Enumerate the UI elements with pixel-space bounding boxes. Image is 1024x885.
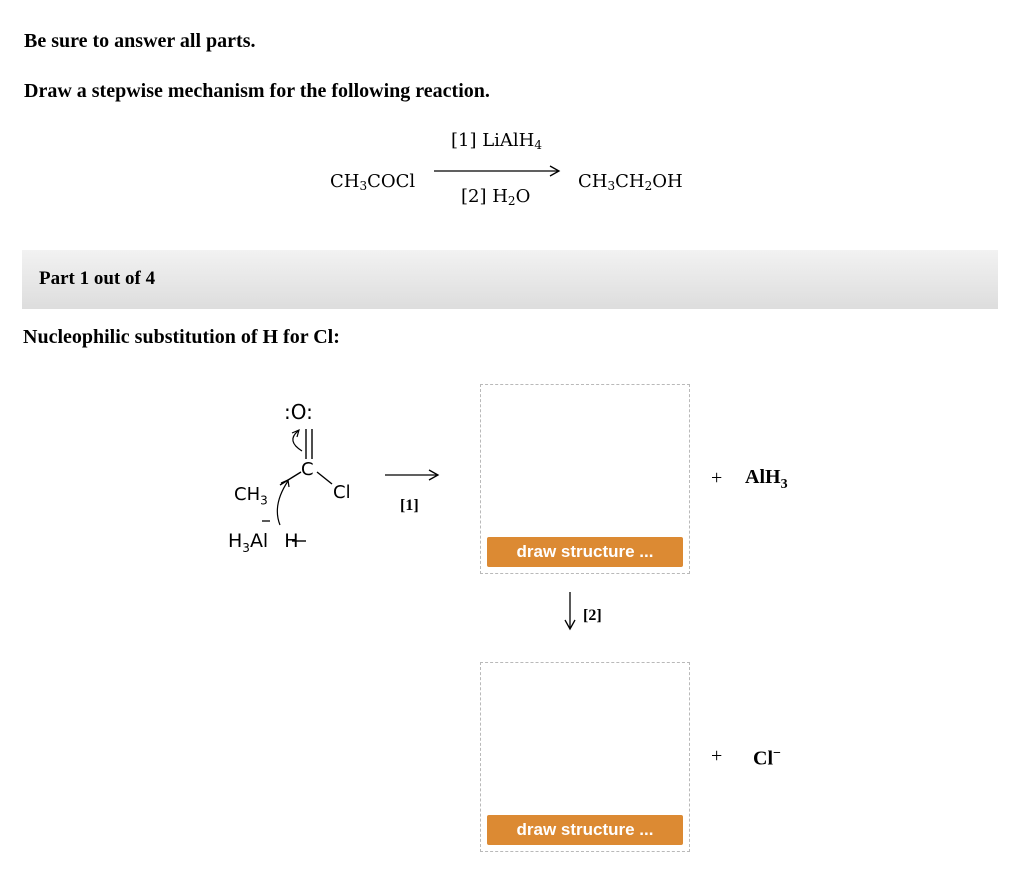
step-title: Nucleophilic substitution of H for Cl: [23,326,340,348]
reaction-arrow [432,164,564,178]
plus-sign-2: + [711,745,723,767]
draw-structure-button-1[interactable]: draw structure ... [487,537,683,567]
chlorine-atom: Cl [333,482,351,503]
hydride-reagent: $H_3Al$ H [228,530,299,555]
step1-label: [1] [400,497,419,514]
instruction-answer-all: Be sure to answer all parts. [24,30,256,52]
product-formula: $CH_3CH_2OH$ [578,171,683,193]
answer-box-2[interactable] [480,662,690,852]
oxygen-atom: :O: [284,400,313,424]
step2-arrow [562,590,578,632]
answer-box-1[interactable] [480,384,690,574]
draw-structure-button-2[interactable]: draw structure ... [487,815,683,845]
instruction-draw-mechanism: Draw a stepwise mechanism for the following reaction. [24,80,490,102]
byproduct-chloride: Cl− [753,746,781,770]
part-label: Part 1 out of 4 [39,268,156,289]
reactant-formula: $CH_3COCl$ [330,171,416,193]
step2-label: [2] [583,607,602,624]
methyl-group: $CH_3$ [234,484,268,508]
plus-sign-1: + [711,467,723,489]
reagent-1: [1] LiAlH$_4$ [451,130,543,152]
byproduct-alh3: AlH$_3$ [745,466,788,492]
reagent-2: [2] $H_2O$ [461,186,531,208]
step1-arrow [383,468,443,482]
carbonyl-carbon: C [301,459,314,480]
part-header [22,250,998,309]
